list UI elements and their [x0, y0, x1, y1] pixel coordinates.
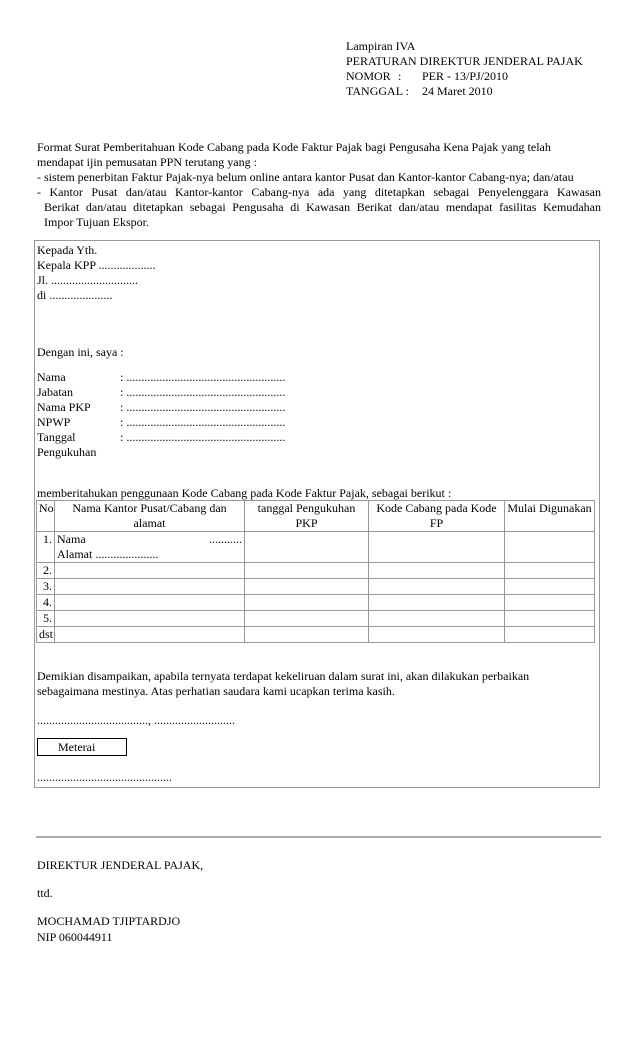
office-cell: [55, 532, 245, 563]
empty-cell: [505, 532, 595, 563]
table-row: [37, 595, 595, 611]
empty-cell: [369, 627, 505, 643]
nomor-value: PER - 13/PJ/2010: [422, 69, 509, 83]
tanggal-value: 24 Maret 2010: [422, 84, 493, 98]
field-value-npwp: : .....................................................: [120, 415, 286, 429]
empty-cell: [505, 595, 595, 611]
intro-bullet-2a: - Kantor Pusat dan/atau Kantor-kantor Cabang-nya ada yang ditetapkan sebagai Penyelenggara Kawasan: [37, 185, 601, 199]
row-number: 1.: [37, 532, 55, 563]
intro-line-2: mendapat ijin pemusatan PPN terutang yang :: [37, 155, 257, 169]
empty-cell: [369, 579, 505, 595]
empty-cell: [245, 611, 369, 627]
regulation-title: PERATURAN DIREKTUR JENDERAL PAJAK: [346, 54, 583, 68]
empty-cell: [505, 627, 595, 643]
regulation-date: [346, 84, 493, 99]
notification-statement: memberitahukan penggunaan Kode Cabang pada Kode Faktur Pajak, sebagai berikut :: [37, 486, 452, 500]
row-number: 2.: [37, 563, 55, 579]
field-value-jabatan: : .....................................................: [120, 385, 286, 399]
empty-cell: [55, 611, 245, 627]
table-row: [37, 579, 595, 595]
empty-cell: [245, 595, 369, 611]
recipient-city: di .....................: [37, 288, 113, 302]
column-header-office: Nama Kantor Pusat/Cabang dan alamat: [55, 501, 245, 532]
field-label-tanggal: Tanggal: [37, 430, 76, 444]
field-label-pengukuhan: Pengukuhan: [37, 445, 97, 459]
table-row: [37, 532, 595, 563]
signatory-title: DIREKTUR JENDERAL PAJAK,: [37, 858, 204, 872]
empty-cell: [369, 563, 505, 579]
regulation-number: [346, 69, 509, 84]
nomor-separator: :: [398, 69, 402, 83]
empty-cell: [505, 611, 595, 627]
recipient-greeting: Kepada Yth.: [37, 243, 98, 257]
empty-cell: [369, 611, 505, 627]
row-number: 4.: [37, 595, 55, 611]
opening-statement: Dengan ini, saya :: [37, 345, 124, 359]
intro-bullet-1: - sistem penerbitan Faktur Pajak-nya belum online antara kantor Pusat dan Kantor-kantor Cabang-nya; dan/atau: [37, 170, 574, 184]
field-value-tanggal: : .....................................................: [120, 430, 286, 444]
empty-cell: [55, 579, 245, 595]
stamp-duty-label: Meterai: [58, 740, 96, 754]
separator-line: [36, 836, 601, 838]
empty-cell: [55, 595, 245, 611]
recipient-kpp: Kepala KPP ...................: [37, 258, 156, 272]
branch-code-table: [36, 500, 595, 643]
tanggal-label: TANGGAL :: [346, 84, 409, 98]
column-header-no: No: [37, 501, 55, 532]
intro-bullet-2b: Berikat dan/atau ditetapkan sebagai Pengusaha di Kawasan Berikat dan/atau mendapat fasilitas Kemudahan: [44, 200, 601, 214]
closing-line-1: Demikian disampaikan, apabila ternyata terdapat kekeliruan dalam surat ini, akan dilakukan perbaikan: [37, 669, 530, 683]
nomor-label: NOMOR: [346, 69, 391, 83]
empty-cell: [55, 563, 245, 579]
office-name-dots: ...........: [209, 532, 242, 546]
table-row: [37, 627, 595, 643]
empty-cell: [245, 627, 369, 643]
field-value-nama-pkp: : .....................................................: [120, 400, 286, 414]
signed-note: ttd.: [37, 886, 53, 900]
empty-cell: [245, 563, 369, 579]
field-value-nama: : .....................................................: [120, 370, 286, 384]
office-address: Alamat .....................: [57, 547, 159, 561]
column-header-start-use: Mulai Digunakan: [505, 501, 595, 532]
field-label-npwp: NPWP: [37, 415, 71, 429]
empty-cell: [55, 627, 245, 643]
field-label-nama: Nama: [37, 370, 66, 384]
signatory-nip: NIP 060044911: [37, 930, 113, 944]
column-header-pkp-date: tanggal Pengukuhan PKP: [245, 501, 369, 532]
empty-cell: [369, 595, 505, 611]
row-number: 3.: [37, 579, 55, 595]
signature-line: .............................................: [37, 770, 172, 784]
table-row: [37, 611, 595, 627]
place-date-line: ....................................., ...........................: [37, 713, 235, 727]
column-header-branch-code: Kode Cabang pada Kode FP: [369, 501, 505, 532]
field-label-jabatan: Jabatan: [37, 385, 73, 399]
row-number: 5.: [37, 611, 55, 627]
stamp-duty-box: [37, 738, 127, 756]
empty-cell: [505, 563, 595, 579]
empty-cell: [245, 579, 369, 595]
table-row: [37, 563, 595, 579]
intro-bullet-2c: Impor Tujuan Ekspor.: [44, 215, 150, 229]
empty-cell: [505, 579, 595, 595]
empty-cell: [369, 532, 505, 563]
office-name: Nama: [57, 532, 86, 546]
signatory-name: MOCHAMAD TJIPTARDJO: [37, 914, 181, 928]
field-label-nama-pkp: Nama PKP: [37, 400, 91, 414]
appendix-label: Lampiran IVA: [346, 39, 416, 53]
intro-line-1: Format Surat Pemberitahuan Kode Cabang pada Kode Faktur Pajak bagi Pengusaha Kena Pajak yang telah: [37, 140, 551, 154]
closing-line-2: sebagaimana mestinya. Atas perhatian saudara kami ucapkan terima kasih.: [37, 684, 395, 698]
empty-cell: [245, 532, 369, 563]
recipient-street: Jl. .............................: [37, 273, 139, 287]
row-number: dst: [37, 627, 55, 643]
